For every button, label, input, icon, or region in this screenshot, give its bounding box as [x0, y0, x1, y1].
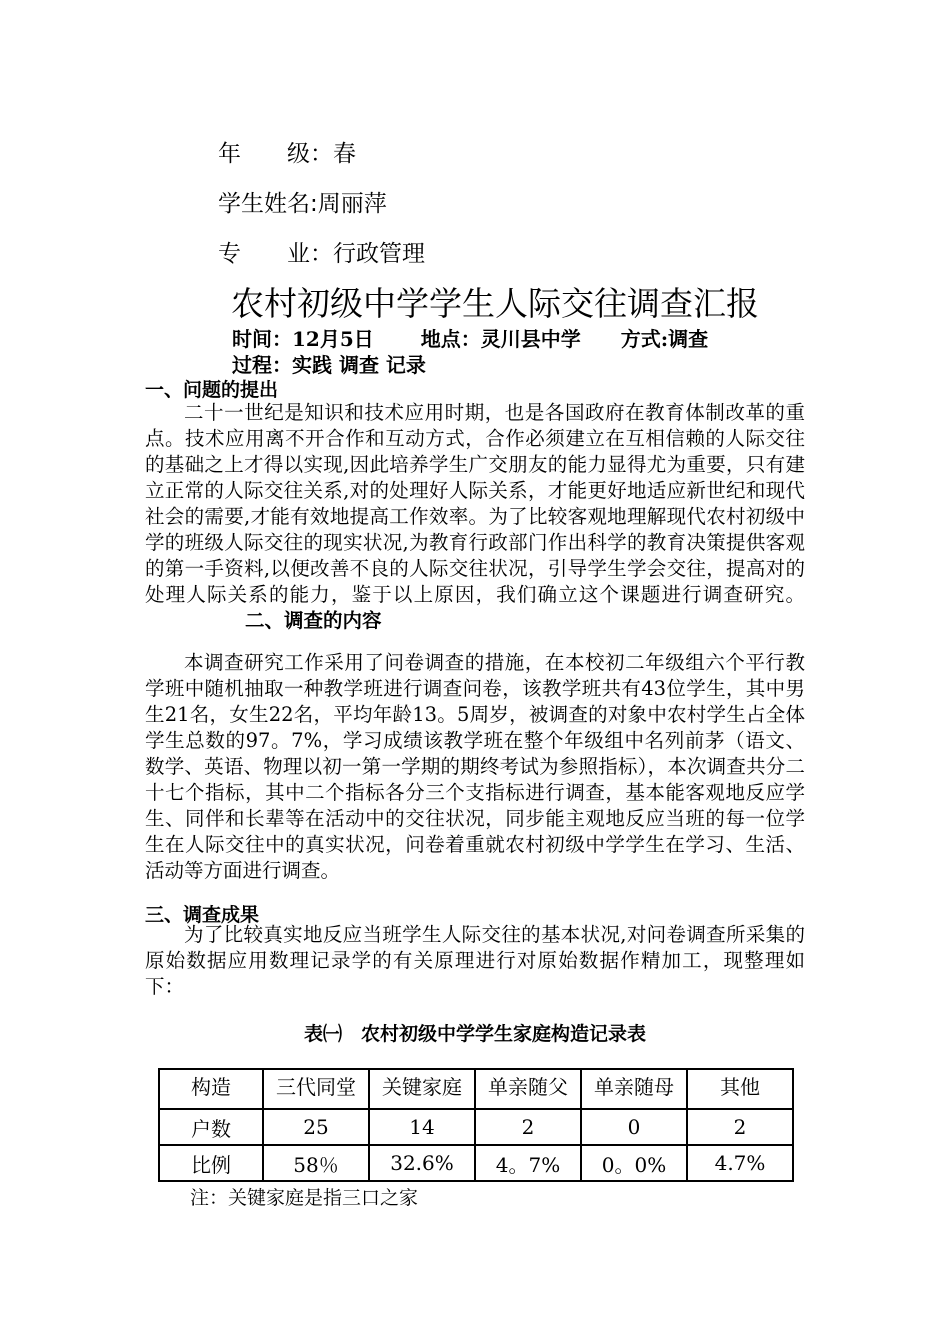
section-3-heading: 三、调查成果 — [145, 904, 260, 926]
table-cell: 25 — [263, 1109, 369, 1145]
table-header-cell: 其他 — [687, 1069, 793, 1109]
table-cell: 户数 — [159, 1109, 263, 1145]
report-meta-line-2: 过程：实践 调查 记录 — [232, 353, 426, 377]
table-cell: 58％ — [263, 1145, 369, 1181]
table-header-cell: 单亲随母 — [581, 1069, 687, 1109]
section-2-body: 本调查研究工作采用了问卷调查的措施，在本校初二年级组六个平行教学班中随机抽取一种教学班进行调查问卷，该教学班共有43位学生，其中男生21名，女生22名，平均年龄13。5周岁，被调查的对象中农村学生占全体学生总数的97。7%，学习成绩该教学班在整个年级组中名列前茅（语文、数学、英语、物理以初一第一学期的期终考试为参照指标），本次调查共分二十七个指标，其中二个指标各分三个支指标进行调查，基本能客观地反应学生、同伴和长辈等在活动中的交往状况，同步能主观地反应当班的每一位学生在人际交往中的真实状况，问卷着重就农村初级中学学生在学习、生活、活动等方面进行调查。 — [145, 651, 805, 882]
table-cell: 比例 — [159, 1145, 263, 1181]
table-header-cell: 单亲随父 — [475, 1069, 581, 1109]
report-meta-line-1: 时间：12月5日 地点：灵川县中学 方式:调查 — [232, 327, 709, 351]
table-header-cell: 构造 — [159, 1069, 263, 1109]
table-cell: 2 — [475, 1109, 581, 1145]
table-cell: 32.6% — [369, 1145, 475, 1181]
section-3-body: 为了比较真实地反应当班学生人际交往的基本状况,对问卷调查所采集的原始数据应用数理记录学的有关原理进行对原始数据作精加工，现整理如下： — [145, 923, 805, 998]
table-cell: 4。7% — [475, 1145, 581, 1181]
table-header-cell: 三代同堂 — [263, 1069, 369, 1109]
section-1-body — [145, 400, 805, 634]
family-structure-table — [158, 1068, 794, 1182]
student-name-line: 学生姓名:周丽萍 — [218, 191, 387, 217]
table-header-cell: 关键家庭 — [369, 1069, 475, 1109]
table-cell: 2 — [687, 1109, 793, 1145]
section-2-heading: 二、调查的内容 — [245, 609, 382, 632]
report-title: 农村初级中学学生人际交往调查汇报 — [231, 284, 759, 323]
table-row-households — [159, 1109, 793, 1145]
major-line: 专 业：行政管理 — [218, 241, 425, 267]
section-1-text: 二十一世纪是知识和技术应用时期，也是各国政府在教育体制改革的重点。技术应用离不开合作和互动方式，合作必须建立在互相信赖的人际交往的基础之上才得以实现,因此培养学生广交朋友的能力显得尤为重要，只有建立正常的人际交往关系,对的处理好人际关系，才能更好地适应新世纪和现代社会的需要,才能有效地提高工作效率。为了比较客观地理解现代农村初级中学的班级人际交往的现实状况,为教育行政部门作出科学的教育决策提供客观的第一手资料,以便改善不良的人际交往状况，引导学生学会交往，提高对的处理人际关系的能力，鉴于以上原因，我们确立这个课题进行调查研究。 — [145, 401, 805, 606]
section-1-heading: 一、问题的提出 — [145, 379, 279, 401]
table-cell: 0。0% — [581, 1145, 687, 1181]
table-caption: 表㈠ 农村初级中学学生家庭构造记录表 — [303, 1023, 646, 1045]
table-row-ratio — [159, 1145, 793, 1181]
table-note: 注：关键家庭是指三口之家 — [190, 1187, 419, 1209]
table-cell: 0 — [581, 1109, 687, 1145]
table-cell: 4.7% — [687, 1145, 793, 1181]
table-cell: 14 — [369, 1109, 475, 1145]
table-header-row — [159, 1069, 793, 1109]
grade-line: 年 级：春 — [218, 141, 356, 167]
